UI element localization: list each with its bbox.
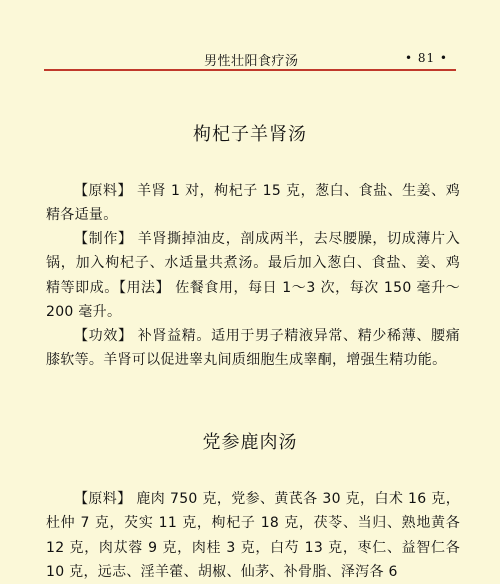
method-paragraph [46,227,460,324]
header-rule [44,69,456,71]
ingredients-text: 羊肾 1 对，枸杞子 15 克，葱白、食盐、生姜、鸡精各适量。 [46,183,460,224]
ingredients-paragraph [46,179,460,228]
effect-label: 【功效】 [74,328,133,344]
ingredients-paragraph [46,487,460,584]
running-header [44,50,456,70]
usage-label: 【用法】 [118,279,171,296]
effect-paragraph [46,324,460,373]
ingredients-label: 【原料】 [74,491,132,507]
ingredients-label: 【原料】 [74,183,133,199]
page-number: • 81 • [404,51,448,65]
ingredients-text: 鹿肉 750 克，党参、黄芪各 30 克，白术 16 克，杜仲 7 克，芡实 11 克，枸杞子 18 克，茯苓、当归、熟地黄各 12 克，肉苁蓉 9 克，肉桂 3 克，白芍 13 克，枣仁、益智仁各 10 克，远志、淫羊藿、胡椒、仙茅、补骨脂、泽泻各 6 [46,491,460,580]
method-text: 羊肾撕掉油皮，剖成两半，去尽腰臊，切成薄片入锅，加入枸杞子、水适量共煮汤。最后加入葱白、食盐、姜、鸡精等即成。 [46,231,460,296]
usage-text: 佐餐食用，每日 1～3 次，每次 150 毫升～200 毫升。 [46,279,461,320]
header-title: 男性壮阳食疗汤 [204,54,299,69]
method-label: 【制作】 [74,231,133,247]
recipe-title: 党参鹿肉汤 [202,432,298,453]
effect-text: 补肾益精。适用于男子精液异常、精少稀薄、腰痛膝软等。羊肾可以促进睾丸间质细胞生成睾酮，增强生精功能。 [46,328,460,369]
recipe-title: 枸杞子羊肾汤 [193,124,307,145]
